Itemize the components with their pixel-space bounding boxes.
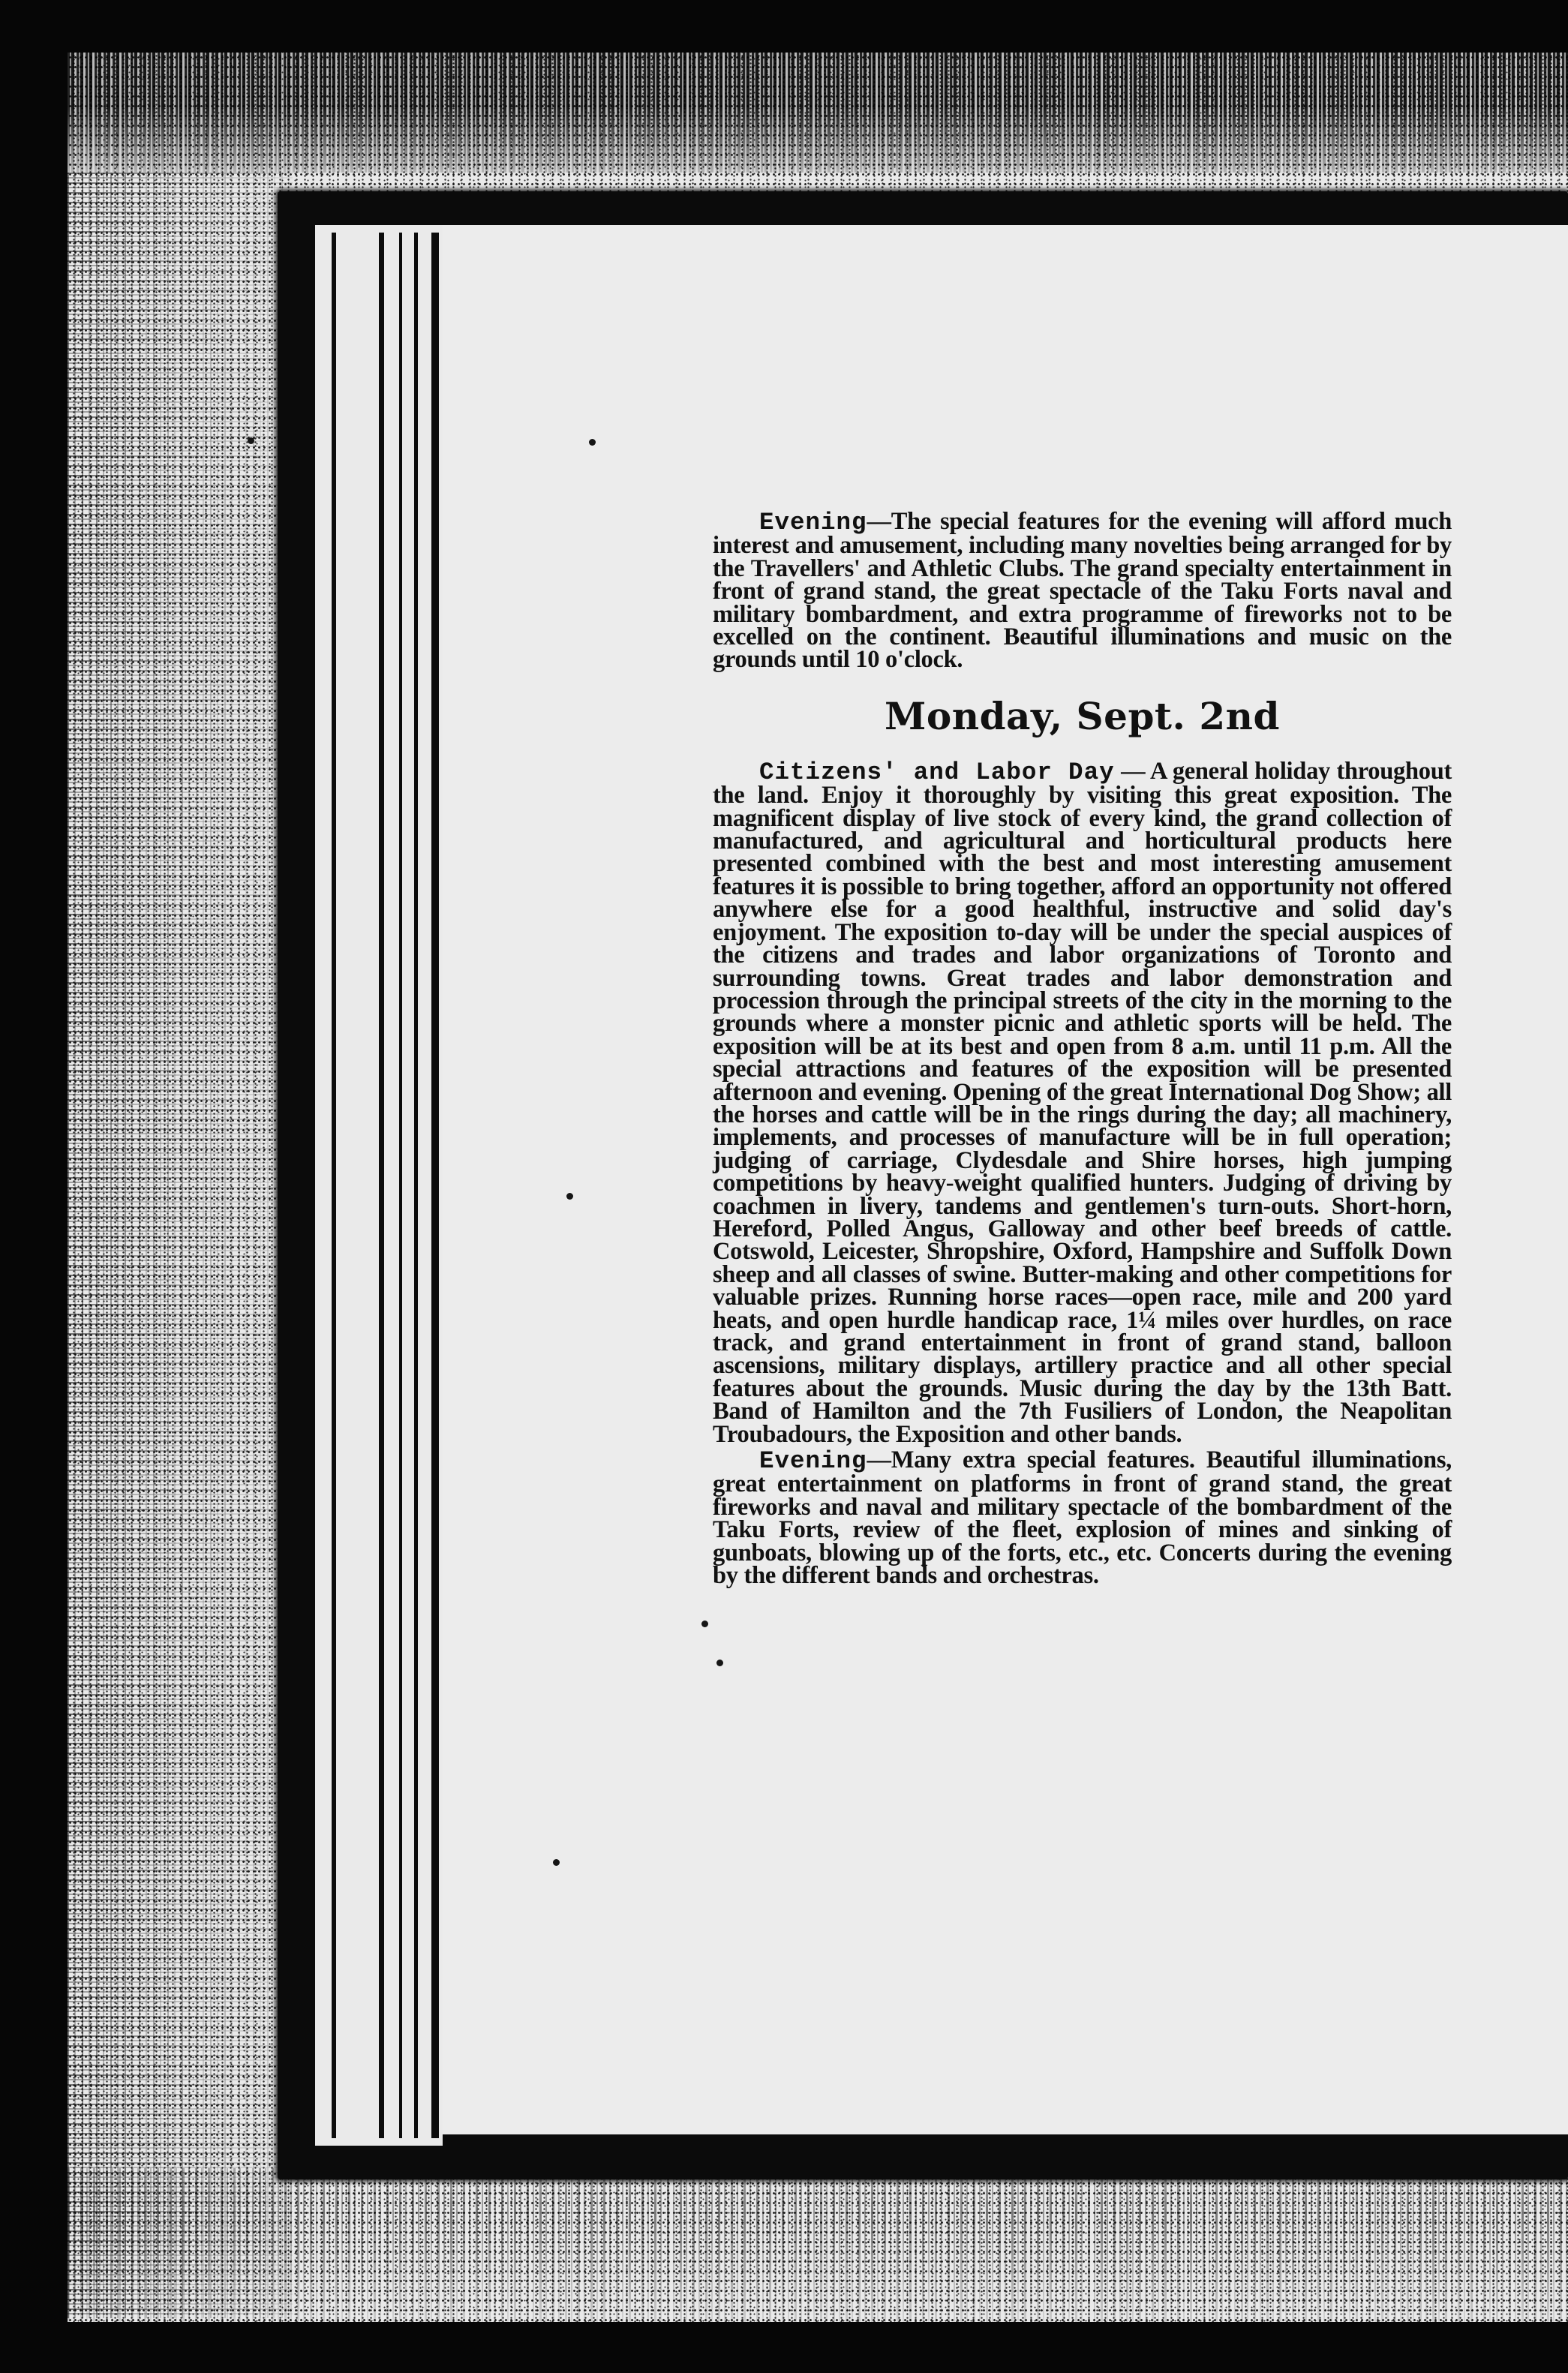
evening-text: —The special features for the evening will afford much interest and amusement, including many novelties being arranged for by the Travellers' and Athletic Clubs. The grand specialty entertainment in front of grand stand, the great spectacle of the Taku Forts naval and military bombardment, and extra programme of fireworks not to be excelled on the continent. Beautiful illuminations and music on the grounds until 10 o'clock. xyxy=(713,508,1452,674)
gutter-rule xyxy=(414,233,418,2138)
scan-speck xyxy=(716,1660,723,1666)
gutter-rule xyxy=(379,233,384,2138)
evening-paragraph-1 xyxy=(713,508,1452,674)
scan-speck xyxy=(553,1859,560,1866)
scan-speck xyxy=(701,1621,708,1627)
citizens-day-text: — A general holiday throughout the land. Enjoy it thoroughly by visiting this great exposition. The magnificent display of live stock of every kind, the grand collection of manufactured, and agricultural and horticultural products here presented combined with the best and most interesting amusement features it is possible to bring together, afford an opportunity not offered anywhere else for a good healthful, instructive and solid day's enjoyment. The exposition to-day will be under the special auspices of the citizens and trades and labor organizations of Toronto and surrounding towns. Great trades and labor demonstration and procession through the principal streets of the city in the morning to the grounds where a monster picnic and athletic sports will be held. The exposition will be at its best and open from 8 a.m. until 11 p.m. All the special attractions and features of the exposition will be presented afternoon and evening. Opening of the great International Dog Show; all the horses and cattle will be in the rings during the day; all machinery, implements, and processes of manufacture will be in full operation; judging of carriage, Clydesdale and Shire horses, high jumping competitions by heavy-weight qualified hunters. Judging of driving by coachmen in livery, tandems and gentlemen's turn-outs. Short-horn, Hereford, Polled Angus, Galloway and other beef breeds of cattle. Cotswold, Leicester, Shropshire, Oxford, Hampshire and Suffolk Down sheep and all classes of swine. Butter-making and other competitions for valuable prizes. Running horse races—open race, mile and 200 yard heats, and open hurdle handicap race, 1¼ miles over hurdles, on race track, and grand entertainment in front of grand stand, balloon ascensions, military displays, artillery practice and all other special features about the grounds. Music during the day by the 13th Batt. Band of Hamilton and the 7th Fusiliers of London, the Neapolitan Troubadours, the Exposition and other bands. xyxy=(713,757,1452,1448)
day-heading: Monday, Sept. 2nd xyxy=(885,693,1280,738)
gutter-rule xyxy=(399,233,402,2138)
scan-speck xyxy=(566,1193,573,1200)
evening-text: —Many extra special features. Beautiful illuminations, great entertainment on platforms in front of grand stand, the great fireworks and naval and military spectacle of the bombardment of the Taku Forts, review of the fleet, explosion of mines and sinking of gunboats, blowing up of the forts, etc., etc. Concerts during the evening by the different bands and orchestras. xyxy=(713,1446,1452,1590)
scan-noise-left xyxy=(68,173,293,2318)
scan-noise-top xyxy=(68,53,1568,173)
evening-lead: Evening xyxy=(759,509,867,536)
scan-speck xyxy=(248,437,254,444)
scan-noise-bottom xyxy=(68,2168,1568,2322)
evening-lead: Evening xyxy=(759,1447,867,1476)
gutter-rule xyxy=(332,233,336,2138)
scan-speck xyxy=(589,439,596,446)
citizens-day-paragraph xyxy=(713,757,1452,1448)
evening-paragraph-2 xyxy=(713,1446,1452,1590)
gutter-rule xyxy=(431,233,439,2138)
article-text xyxy=(713,508,1452,1590)
citizens-day-lead: Citizens' and Labor Day xyxy=(759,758,1115,786)
